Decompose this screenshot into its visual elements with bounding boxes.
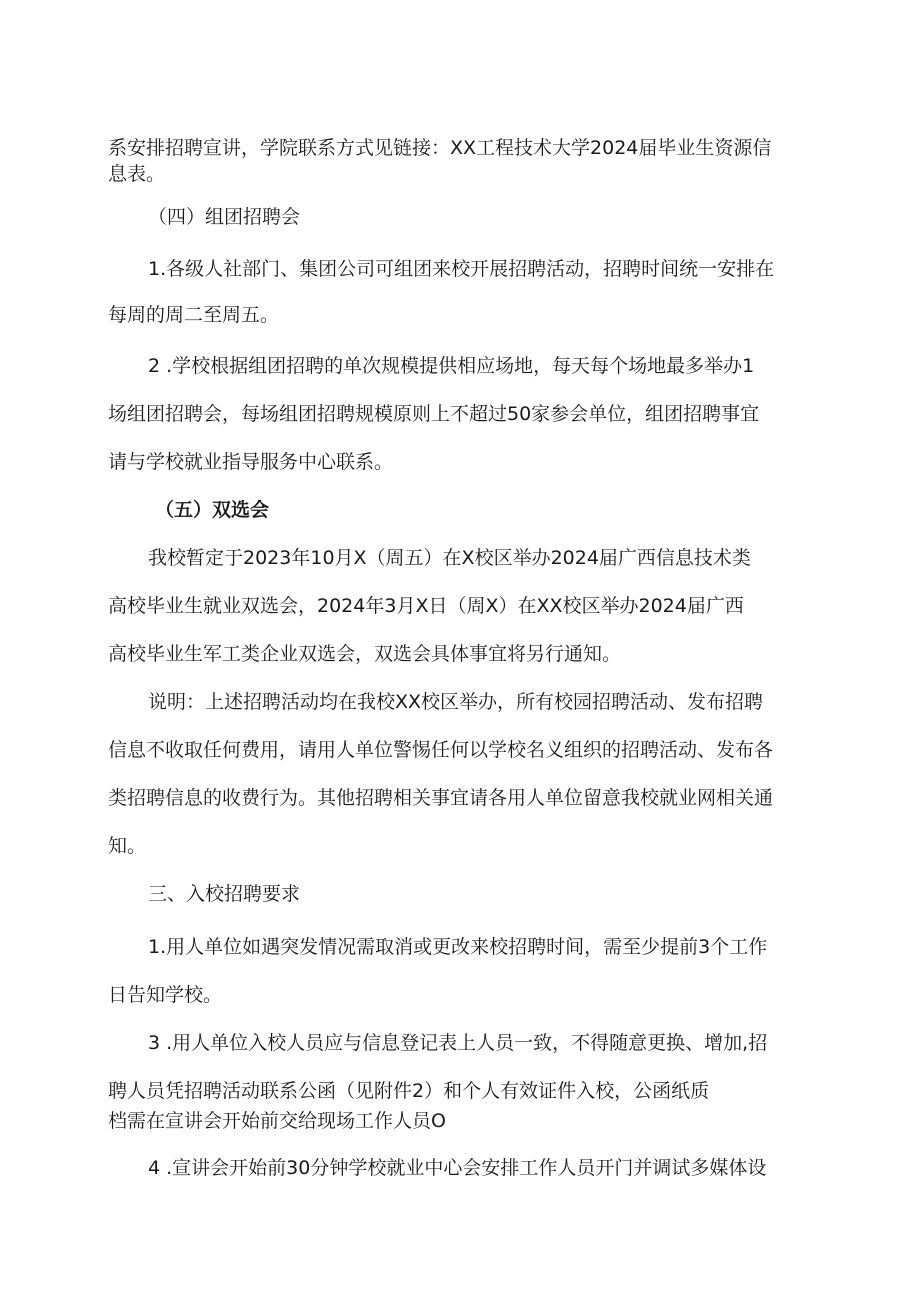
section-heading: （四）组团招聘会	[148, 206, 301, 228]
paragraph-line: 每周的周二至周五。	[108, 304, 280, 326]
paragraph-line: 请与学校就业指导服务中心联系。	[108, 451, 394, 473]
paragraph-line: 知。	[108, 835, 147, 857]
paragraph-line: 2 .学校根据组团招聘的单次规模提供相应场地，每天每个场地最多举办1	[148, 355, 755, 377]
paragraph-line: 场组团招聘会，每场组团招聘规模原则上不超过50家参会单位，组团招聘事宜	[108, 403, 760, 425]
paragraph-line: 3 .用人单位入校人员应与信息登记表上人员一致，不得随意更换、增加,招	[148, 1032, 768, 1054]
paragraph-line: 档需在宣讲会开始前交给现场工作人员O	[108, 1110, 446, 1132]
paragraph-line: 1.用人单位如遇突发情况需取消或更改来校招聘时间，需至少提前3个工作	[148, 936, 768, 958]
section-heading: （五）双选会	[155, 499, 270, 521]
paragraph-line: 系安排招聘宣讲，学院联系方式见链接：XX工程技术大学2024届毕业生资源信	[108, 137, 772, 159]
paragraph-line: 我校暂定于2023年10月X（周五）在X校区举办2024届广西信息技术类	[148, 547, 751, 569]
section-heading: 三、入校招聘要求	[148, 883, 301, 905]
paragraph-line: 高校毕业生军工类企业双选会，双选会具体事宜将另行通知。	[108, 643, 622, 665]
paragraph-line: 4 .宣讲会开始前30分钟学校就业中心会安排工作人员开门并调试多媒体设	[148, 1157, 767, 1179]
paragraph-line: 1.各级人社部门、集团公司可组团来校开展招聘活动，招聘时间统一安排在	[148, 258, 775, 280]
paragraph-line: 聘人员凭招聘活动联系公函（见附件2）和个人有效证件入校，公函纸质	[108, 1080, 710, 1102]
paragraph-line: 日告知学校。	[108, 984, 223, 1006]
paragraph-line: 信息不收取任何费用，请用人单位警惕任何以学校名义组织的招聘活动、发布各	[108, 739, 774, 761]
paragraph-line: 息表。	[108, 163, 166, 185]
paragraph-line: 高校毕业生就业双选会，2024年3月X日（周X）在XX校区举办2024届广西	[108, 595, 744, 617]
paragraph-line: 说明：上述招聘活动均在我校XX校区举办，所有校园招聘活动、发布招聘	[148, 691, 764, 713]
paragraph-line: 类招聘信息的收费行为。其他招聘相关事宜请各用人单位留意我校就业网相关通	[108, 787, 774, 809]
